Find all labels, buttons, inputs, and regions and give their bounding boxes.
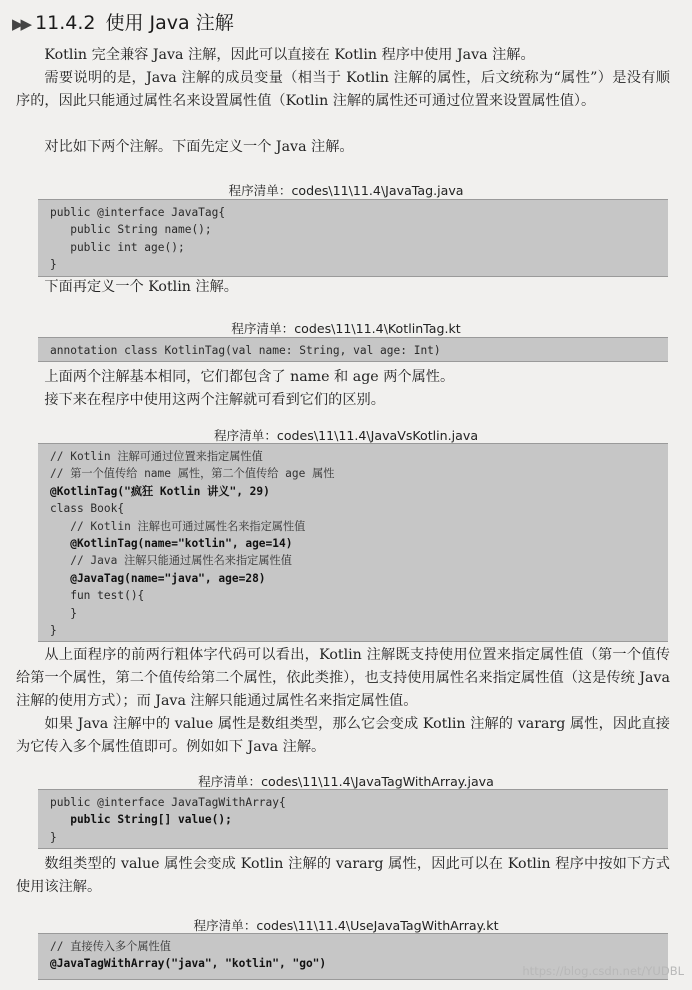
- code-line: public String[] value();: [50, 813, 232, 827]
- code-line: }: [50, 830, 57, 844]
- code-block-javavskotlin: [38, 443, 668, 642]
- code-line: // Kotlin 注解也可通过属性名来指定属性值: [50, 519, 306, 533]
- code-line: public @interface JavaTagWithArray{: [50, 796, 286, 809]
- paragraph-explain: 从上面程序的前两行粗体字代码可以看出，Kotlin 注解既支持使用位置来指定属性值（第一个值传给第一个属性，第二个值传给第二个属性，依此类推），也支持使用属性名来指定属性值（这是传统 Java 注解的使用方式）；而 Java 注解只能通过属性名来指定属性值。: [16, 647, 670, 709]
- listing-title-javatag: 程序清单：codes\11\11.4\JavaTag.java: [228, 183, 464, 198]
- code-block-javatagwitharray: [38, 789, 668, 849]
- code-line: // Kotlin 注解可通过位置来指定属性值: [50, 450, 263, 463]
- paragraph-order-note: 需要说明的是，Java 注解的成员变量（相当于 Kotlin 注解的属性，后文统称为“属性”）是没有顺序的，因此只能通过属性名来设置属性值（Kotlin 注解的属性还可通过位置来设置属性值）。: [16, 70, 670, 109]
- section-title: 使用 Java 注解: [105, 12, 234, 34]
- code-line: annotation class KotlinTag(val name: String, val age: Int): [50, 344, 441, 357]
- code-line: @JavaTag(name="java", age=28): [50, 571, 266, 585]
- section-arrows-icon: ▶▶: [12, 15, 30, 33]
- code-line: @KotlinTag(name="kotlin", age=14): [50, 536, 293, 550]
- code-line: fun test(){: [50, 589, 145, 603]
- code-line: }: [50, 606, 77, 620]
- code-line: // 直接传入多个属性值: [50, 940, 171, 953]
- listing-title-javatagwitharray: 程序清单：codes\11\11.4\JavaTagWithArray.java: [198, 774, 494, 789]
- listing-title-usejavatagwitharray: 程序清单：codes\11\11.4\UseJavaTagWithArray.kt: [193, 918, 499, 933]
- paragraph-intro: Kotlin 完全兼容 Java 注解，因此可以直接在 Kotlin 程序中使用 Java 注解。: [44, 47, 535, 63]
- code-line: // 第一个值传给 name 属性，第二个值传给 age 属性: [50, 467, 335, 481]
- code-line: @KotlinTag("疯狂 Kotlin 讲义", 29): [50, 484, 270, 498]
- section-number: 11.4.2: [35, 12, 96, 34]
- code-line: public String name();: [50, 223, 212, 237]
- code-line: // Java 注解只能通过属性名来指定属性值: [50, 554, 292, 568]
- code-line: }: [50, 258, 57, 272]
- listing-title-kotlintag: 程序清单：codes\11\11.4\KotlinTag.kt: [231, 321, 461, 336]
- code-block-kotlintag: [38, 337, 668, 362]
- watermark: https://blog.csdn.net/YUDBL: [522, 964, 684, 978]
- listing-title-javavskotlin: 程序清单：codes\11\11.4\JavaVsKotlin.java: [213, 428, 479, 443]
- paragraph-kotlin-def: 下面再定义一个 Kotlin 注解。: [44, 279, 238, 295]
- paragraph-array: 如果 Java 注解中的 value 属性是数组类型，那么它会变成 Kotlin 注解的 vararg 属性，因此直接为它传入多个属性值即可。例如如下 Java 注解。: [16, 716, 670, 755]
- code-line: @JavaTagWithArray("java", "kotlin", "go"): [50, 957, 327, 971]
- paragraph-next: 接下来在程序中使用这两个注解就可看到它们的区别。: [44, 392, 385, 408]
- paragraph-vararg: 数组类型的 value 属性会变成 Kotlin 注解的 vararg 属性，因此可以在 Kotlin 程序中按如下方式使用该注解。: [16, 856, 670, 895]
- code-line: }: [50, 623, 57, 637]
- code-line: public @interface JavaTag{: [50, 206, 226, 219]
- paragraph-compare: 对比如下两个注解。下面先定义一个 Java 注解。: [44, 139, 354, 155]
- code-line: class Book{: [50, 502, 125, 516]
- code-block-javatag: [38, 199, 668, 277]
- section-heading: [12, 8, 234, 35]
- paragraph-same: 上面两个注解基本相同，它们都包含了 name 和 age 两个属性。: [44, 369, 455, 385]
- code-line: public int age();: [50, 240, 185, 254]
